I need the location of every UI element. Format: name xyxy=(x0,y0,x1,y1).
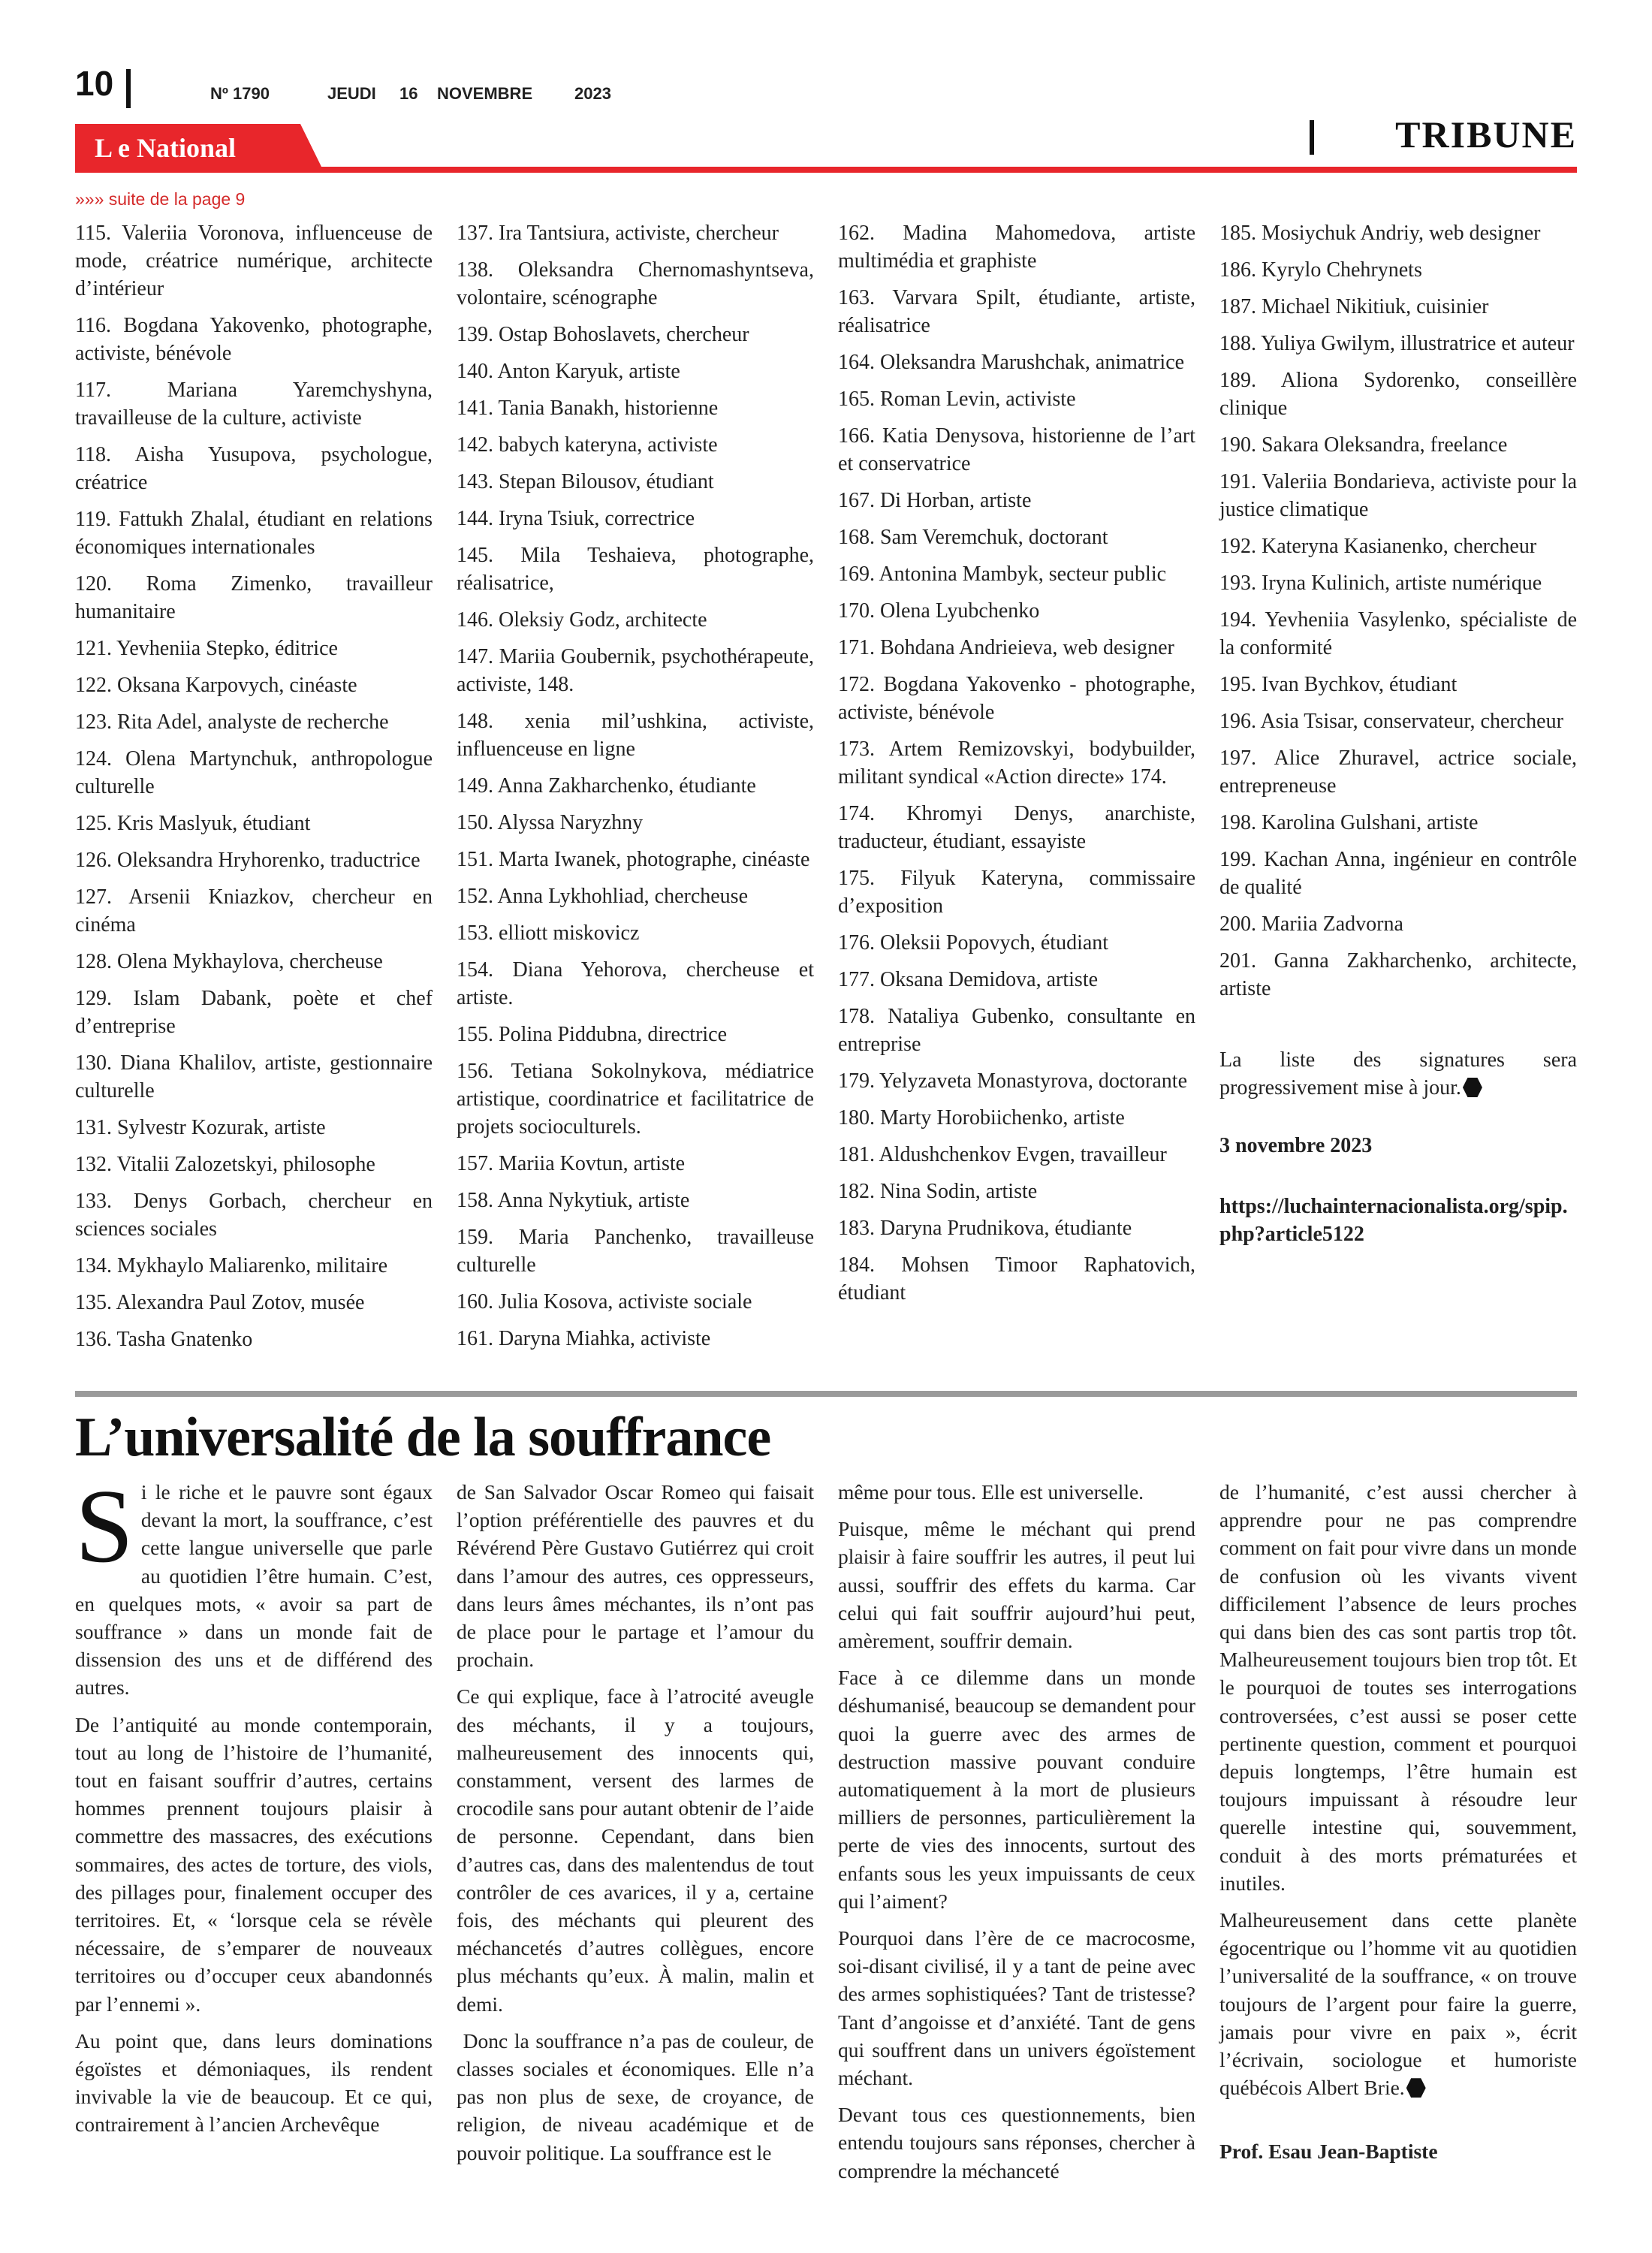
signature-entry: 129. Islam Dabank, poète et chef d’entreprise xyxy=(75,987,433,1038)
signature-entry: 175. Filyuk Kateryna, commissaire d’exposition xyxy=(838,867,1195,918)
signature-entry: 128. Olena Mykhaylova, chercheuse xyxy=(75,950,383,973)
article-paragraph-10 xyxy=(1219,1906,1577,2101)
article-paragraph-3-cont: de San Salvador Oscar Romeo qui faisait l’option préférentielle des pauvres et du Révérend Père Gustavo Gutiérrez qui croit dans l’amour des autres, ces oppresseurs, dans leurs âmes méchantes, ils n’ont pas de place pour le partage et l’amour du prochain. xyxy=(457,1480,814,1672)
signature-entry: 190. Sakara Oleksandra, freelance xyxy=(1219,433,1508,457)
header-divider xyxy=(126,69,131,108)
signatures-list xyxy=(1219,219,1577,1003)
article-paragraph-4: Ce qui explique, face à l’atrocité aveugle des méchants, il y a toujours, malheureusement des innocents qui, constamment, versent des larmes de crocodile sans pour autant obtenir de l’aide de personne. Cependant, dans bien d’autres cas, dans des malentendus de tout contrôler de ces avarices, il y a, certaine fois, des méchants qui pleurent des méchancetés d’autres collègues, encore plus méchants qu’eux. À malin, malin et demi. xyxy=(457,1684,814,2016)
signature-entry: 133. Denys Gorbach, chercheur en sciences sociales xyxy=(75,1190,433,1241)
section-divider xyxy=(1310,120,1314,155)
signature-entry: 119. Fattukh Zhalal, étudiant en relations économiques internationales xyxy=(75,508,433,559)
signature-entry: 172. Bogdana Yakovenko - photographe, activiste, bénévole xyxy=(838,673,1195,724)
signature-entry: 184. Mohsen Timoor Raphatovich, étudiant xyxy=(838,1253,1195,1304)
signature-entry: 159. Maria Panchenko, travailleuse culturelle xyxy=(457,1226,814,1277)
paragraph-3-part: Au point que, dans leurs dominations égoïstes et démoniaques, ils rendent invivable la vie de beaucoup. Et ce qui, contrairement à l’ancien Archevêque xyxy=(75,2028,433,2137)
signature-entry: 147. Mariia Goubernik, psychothérapeute, activiste, 148. xyxy=(457,645,814,696)
article-paragraph-2: De l’antiquité au monde contemporain, tout au long de l’histoire de l’humanité, tout en faisant souffrir d’autres, certains hommes prennent toujours plaisir à commettre des massacres, des exécutions sommaires, des actes de torture, des viols, des pillages pour, finalement occuper des territoires. Et, « ‘lorsque cela se révèle nécessaire, de s’emparer de nouveaux territoires ou d’occuper ceux abandonnés par l’ennemi ». xyxy=(75,1712,433,2016)
signature-entry: 139. Ostap Bohoslavets, chercheur xyxy=(457,323,749,346)
signature-entry: 164. Oleksandra Marushchak, animatrice xyxy=(838,351,1185,374)
signatures-column-2 xyxy=(457,219,814,1362)
update-note xyxy=(1219,1046,1577,1102)
issue-number: Nº 1790 xyxy=(210,84,270,103)
article-column-2 xyxy=(457,1478,814,2176)
article-paragraph-5-cont: même pour tous. Elle est universelle. xyxy=(838,1480,1144,1504)
signature-entry: 188. Yuliya Gwilym, illustratrice et auteur xyxy=(1219,332,1575,355)
signature-entry: 168. Sam Veremchuk, doctorant xyxy=(838,526,1108,549)
article-paragraph-8: Pourquoi dans l’ère de ce macrocosme, soi-disant civilisé, il y a tant de peine avec des armes sophistiquées? Tant de tristesse? Tant d’angoisse et d’anxiété. Tant de gens qui souffrent dans un univers égoïstement méchant. xyxy=(838,1926,1195,2090)
signature-entry: 122. Oksana Karpovych, cinéaste xyxy=(75,674,357,697)
signature-entry: 125. Kris Maslyuk, étudiant xyxy=(75,812,311,835)
end-mark-icon xyxy=(1406,2078,1426,2098)
paragraph-text: i le riche et le pauvre sont égaux devant la mort, la souffrance, c’est cette langue universelle que parle au quotidien l’être humain. C’est, en quelques mots, « avoir sa part de souffrance » dans un monde fait de dissension des uns et de différend des autres. xyxy=(75,1480,433,1700)
signature-entry: 160. Julia Kosova, activiste sociale xyxy=(457,1290,752,1313)
end-mark-icon xyxy=(1463,1078,1482,1097)
signature-entry: 167. Di Horban, artiste xyxy=(838,489,1032,512)
section-title: TRIBUNE xyxy=(1395,113,1577,155)
signature-entry: 138. Oleksandra Chernomashyntseva, volontaire, scénographe xyxy=(457,258,814,309)
signature-entry: 116. Bogdana Yakovenko, photographe, activiste, bénévole xyxy=(75,314,433,365)
signature-entry: 173. Artem Remizovskyi, bodybuilder, militant syndical «Action directe» 174. xyxy=(838,737,1195,789)
signatures-column-1 xyxy=(75,219,433,1362)
signature-entry: 161. Daryna Miahka, activiste xyxy=(457,1327,711,1350)
article-paragraph-9-cont: de l’humanité, c’est aussi chercher à apprendre pour ne pas comprendre comment on fait pour vivre dans un monde de confusion où les vivants vivent difficilement l’absence de leurs proches qui dans bien des cas sont partis trop tôt. Malheureusement toujours bien trop tôt. Et le pourquoi de toutes ses interrogations controversées, c’est aussi se poser cette pertinente question, comment et pourquoi depuis longtemps, l’être humain est toujours impuissant à résoudre leur querelle intestine qui, souvemment, conduit à des morts prématurées et inutiles. xyxy=(1219,1480,1577,1895)
drop-cap: S xyxy=(75,1468,134,1585)
signature-entry: 150. Alyssa Naryzhny xyxy=(457,811,644,834)
signature-entry: 154. Diana Yehorova, chercheuse et artiste. xyxy=(457,958,814,1009)
signature-entry: 149. Anna Zakharchenko, étudiante xyxy=(457,774,756,798)
signature-entry: 182. Nina Sodin, artiste xyxy=(838,1180,1038,1203)
signature-entry: 192. Kateryna Kasianenko, chercheur xyxy=(1219,535,1537,558)
signature-entry: 142. babych kateryna, activiste xyxy=(457,433,718,457)
signature-entry: 137. Ira Tantsiura, activiste, chercheur xyxy=(457,222,779,245)
signature-entry: 193. Iryna Kulinich, artiste numérique xyxy=(1219,572,1542,595)
article-column-4 xyxy=(1219,1478,1577,2166)
signature-entry: 132. Vitalii Zalozetskyi, philosophe xyxy=(75,1153,375,1176)
signature-entry: 180. Marty Horobiichenko, artiste xyxy=(838,1106,1125,1130)
signature-entry: 158. Anna Nykytiuk, artiste xyxy=(457,1189,690,1212)
update-note-text: La liste des signatures sera progressivement mise à jour. xyxy=(1219,1048,1577,1099)
source-link[interactable]: https://luchainternacionalista.org/spip.php?article5122 xyxy=(1219,1195,1568,1246)
signature-entry: 166. Katia Denysova, historienne de l’art et conservatrice xyxy=(838,424,1195,475)
signature-entry: 163. Varvara Spilt, étudiante, artiste, réalisatrice xyxy=(838,286,1195,337)
signature-entry: 185. Mosiychuk Andriy, web designer xyxy=(1219,222,1541,245)
article-column-1 xyxy=(75,1468,433,2148)
signature-entry: 134. Mykhaylo Maliarenko, militaire xyxy=(75,1254,388,1277)
signature-entry: 178. Nataliya Gubenko, consultante en entreprise xyxy=(838,1005,1195,1056)
signature-entry: 146. Oleksiy Godz, architecte xyxy=(457,608,707,632)
signature-entry: 136. Tasha Gnatenko xyxy=(75,1328,253,1351)
signature-entry: 198. Karolina Gulshani, artiste xyxy=(1219,811,1479,834)
signature-entry: 187. Michael Nikitiuk, cuisinier xyxy=(1219,295,1489,318)
signature-entry: 195. Ivan Bychkov, étudiant xyxy=(1219,673,1458,696)
signature-entry: 176. Oleksii Popovych, étudiant xyxy=(838,931,1109,955)
signature-entry: 196. Asia Tsisar, conservateur, chercheur xyxy=(1219,710,1563,733)
newspaper-logo[interactable]: L e National xyxy=(95,133,237,163)
article-paragraph-1 xyxy=(75,1468,433,1702)
signature-entry: 194. Yevheniia Vasylenko, spécialiste de la conformité xyxy=(1219,608,1577,659)
date-year: 2023 xyxy=(574,84,611,103)
article-column-3 xyxy=(838,1478,1195,2194)
signature-entry: 153. elliott miskovicz xyxy=(457,921,640,945)
signature-entry: 177. Oksana Demidova, artiste xyxy=(838,968,1099,991)
signature-entry: 148. xenia mil’ushkina, activiste, influenceuse en ligne xyxy=(457,710,814,761)
signature-entry: 117. Mariana Yaremchyshyna, travailleuse de la culture, activiste xyxy=(75,379,433,430)
signature-entry: 120. Roma Zimenko, travailleur humanitaire xyxy=(75,572,433,623)
signature-entry: 144. Iryna Tsiuk, correctrice xyxy=(457,507,695,530)
article-paragraph-9: Devant tous ces questionnements, bien entendu toujours sans réponses, chercher à comprendre la méchanceté xyxy=(838,2103,1195,2182)
page-number: 10 xyxy=(75,64,114,103)
signature-entry: 170. Olena Lyubchenko xyxy=(838,599,1040,623)
signature-entry: 123. Rita Adel, analyste de recherche xyxy=(75,710,389,734)
continuation-note: »»» suite de la page 9 xyxy=(75,189,246,209)
signature-entry: 165. Roman Levin, activiste xyxy=(838,388,1076,411)
article-paragraph-5: Donc la souffrance n’a pas de couleur, de classes sociales et économiques. Elle n’a pas non plus de sexe, de croyance, de religion, de niveau académique et de pouvoir politique. La souffrance est le xyxy=(457,2028,814,2164)
signature-entry: 157. Mariia Kovtun, artiste xyxy=(457,1152,686,1175)
article-author: Prof. Esau Jean-Baptiste xyxy=(1219,2140,1438,2164)
signature-entry: 126. Oleksandra Hryhorenko, traductrice xyxy=(75,849,421,872)
signature-entry: 179. Yelyzaveta Monastyrova, doctorante xyxy=(838,1069,1187,1093)
signature-entry: 124. Olena Martynchuk, anthropologue culturelle xyxy=(75,747,433,798)
signature-entry: 183. Daryna Prudnikova, étudiante xyxy=(838,1217,1132,1240)
note-date: 3 novembre 2023 xyxy=(1219,1134,1373,1157)
header-red-band xyxy=(75,120,1577,173)
paragraph-text: Malheureusement dans cette planète égocentrique ou l’homme vit au quotidien l’universalité de la souffrance, « on trouve toujours de l’argent pour faire la guerre, jamais pour vivre en paix », écrit l’écrivain, sociologue et humoriste québécois Albert Brie. xyxy=(1219,1908,1577,2100)
date-month: NOVEMBRE xyxy=(437,84,533,103)
signature-entry: 118. Aisha Yusupova, psychologue, créatrice xyxy=(75,443,433,494)
signature-entry: 189. Aliona Sydorenko, conseillère clinique xyxy=(1219,369,1577,420)
date-number: 16 xyxy=(399,84,418,103)
date-day: JEUDI xyxy=(327,84,376,103)
article-paragraph-6: Puisque, même le méchant qui prend plaisir à faire souffrir les autres, il peut lui aussi, souffrir des effets du karma. Car celui qui fait souffrir aujourd’hui peut, amèrement, souffrir demain. xyxy=(838,1517,1195,1653)
article-paragraph-7: Face à ce dilemme dans un monde déshumanisé, beaucoup se demandent pour quoi la guerre avec des armes de destruction massive pouvant conduire automatiquement à la mort de plusieurs milliers de personnes, particulièrement la perte de vies des innocents, surtout des enfants sous les yeux impuissants de ceux qui l’aiment? xyxy=(838,1666,1195,1913)
signature-entry: 191. Valeriia Bondarieva, activiste pour la justice climatique xyxy=(1219,470,1577,521)
signature-entry: 135. Alexandra Paul Zotov, musée xyxy=(75,1291,365,1314)
signature-entry: 155. Polina Piddubna, directrice xyxy=(457,1023,728,1046)
signature-entry: 199. Kachan Anna, ingénieur en contrôle de qualité xyxy=(1219,848,1577,899)
signature-entry: 200. Mariia Zadvorna xyxy=(1219,912,1403,936)
signature-entry: 197. Alice Zhuravel, actrice sociale, entrepreneuse xyxy=(1219,746,1577,798)
signature-entry: 143. Stepan Bilousov, étudiant xyxy=(457,470,714,493)
signature-entry: 131. Sylvestr Kozurak, artiste xyxy=(75,1116,326,1139)
article-headline: L’universalité de la souffrance xyxy=(75,1407,771,1468)
signature-entry: 141. Tania Banakh, historienne xyxy=(457,397,719,420)
signatures-column-3 xyxy=(838,219,1195,1316)
signature-entry: 186. Kyrylo Chehrynets xyxy=(1219,258,1422,282)
signature-entry: 145. Mila Teshaieva, photographe, réalisatrice, xyxy=(457,544,814,595)
signatures-column-4 xyxy=(1219,219,1577,1248)
signature-entry: 156. Tetiana Sokolnykova, médiatrice artistique, coordinatrice et facilitatrice de projets socioculturels. xyxy=(457,1060,814,1139)
signature-entry: 169. Antonina Mambyk, secteur public xyxy=(838,562,1167,586)
signature-entry: 121. Yevheniia Stepko, éditrice xyxy=(75,637,338,660)
signature-entry: 151. Marta Iwanek, photographe, cinéaste xyxy=(457,848,810,871)
signature-entry: 127. Arsenii Kniazkov, chercheur en cinéma xyxy=(75,885,433,936)
signature-entry: 162. Madina Mahomedova, artiste multimédia et graphiste xyxy=(838,222,1195,273)
signature-entry: 181. Aldushchenkov Evgen, travailleur xyxy=(838,1143,1167,1166)
signature-entry: 171. Bohdana Andrieieva, web designer xyxy=(838,636,1174,659)
signature-entry: 152. Anna Lykhohliad, chercheuse xyxy=(457,885,749,908)
signature-entry: 174. Khromyi Denys, anarchiste, traducteur, étudiant, essayiste xyxy=(838,802,1195,853)
signature-entry: 140. Anton Karyuk, artiste xyxy=(457,360,680,383)
signature-entry: 115. Valeriia Voronova, influenceuse de mode, créatrice numérique, architecte d’intérieur xyxy=(75,222,433,300)
article-paragraph-3 xyxy=(75,2027,433,2139)
section-rule xyxy=(75,1391,1577,1397)
signature-entry: 201. Ganna Zakharchenko, architecte, artiste xyxy=(1219,949,1577,1000)
signature-entry: 130. Diana Khalilov, artiste, gestionnaire culturelle xyxy=(75,1051,433,1102)
